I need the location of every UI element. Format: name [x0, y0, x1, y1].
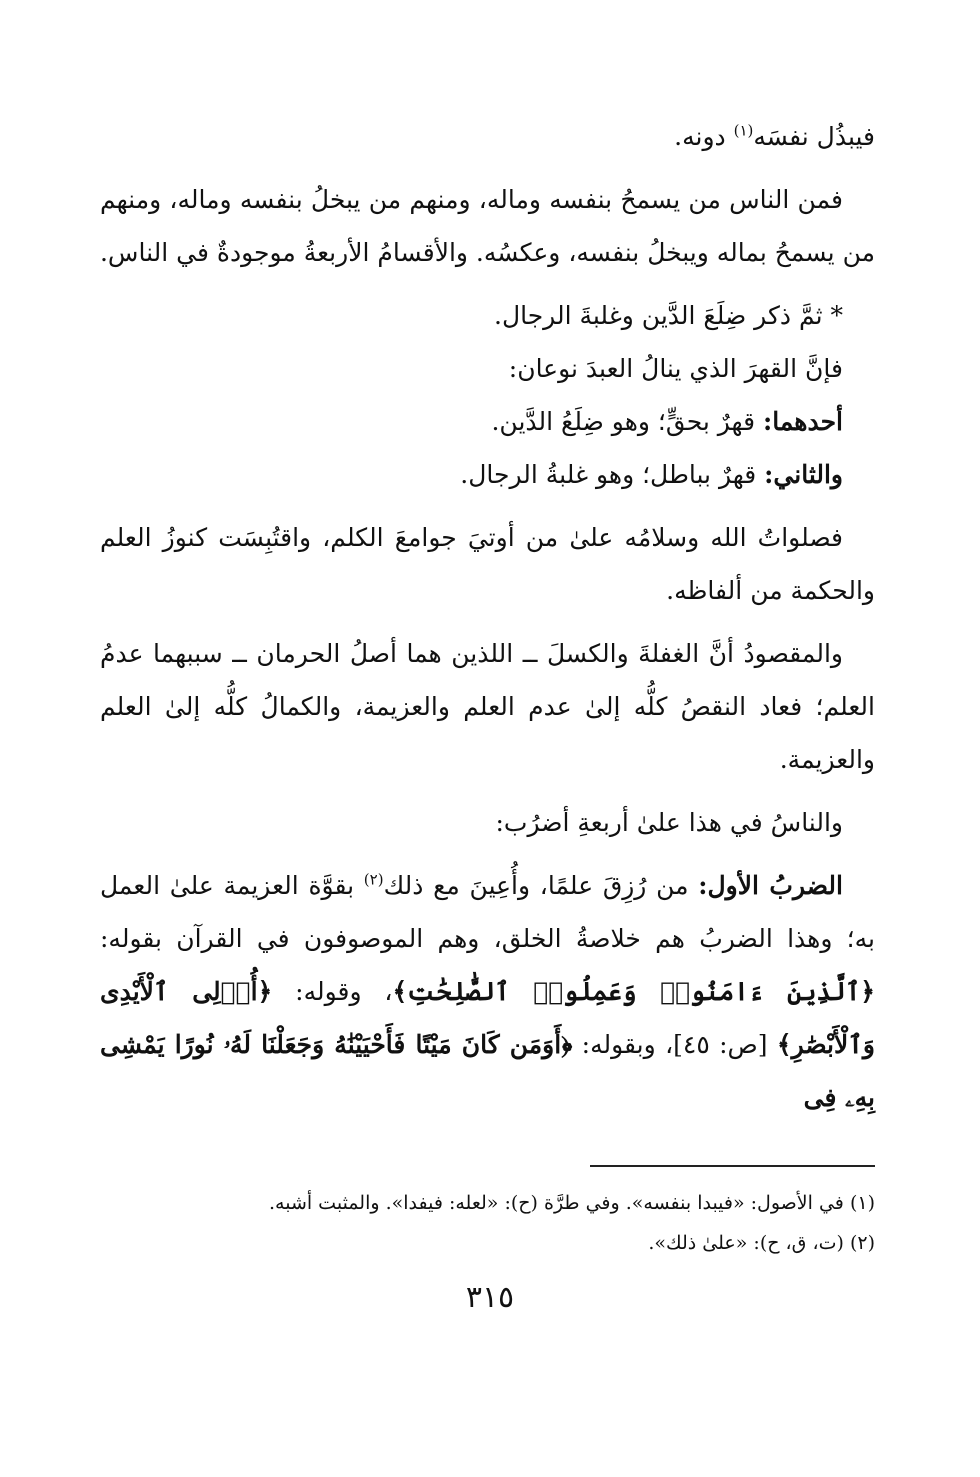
paragraph-5 — [100, 448, 875, 501]
paragraph-7: والمقصودُ أنَّ الغفلةَ والكسلَ ــ اللذين هما أصلُ الحرمان ــ سببهما عدمُ العلم؛ فعاد النقصُ كلُّه إلىٰ عدم العلم والعزيمة، والكمالُ كلُّه إلىٰ العلم والعزيمة. — [100, 639, 875, 774]
quran-verse-2: ﴿أُو۟لِى ٱلْأَيْدِى وَٱلْأَبْصَٰرِ﴾ — [100, 977, 875, 1059]
quran-verse-1: ﴿ٱلَّذِينَ ءَامَنُوا۟ وَعَمِلُوا۟ ٱلصَّٰلِحَٰتِ﴾ — [392, 977, 876, 1006]
paragraph-3: فإنَّ القهرَ الذي ينالُ العبدَ نوعان: — [508, 354, 843, 383]
p5-text: قهرٌ بباطل؛ وهو غلبةُ الرجال. — [460, 460, 765, 489]
footnote-divider — [590, 1165, 875, 1167]
p4-text: قهرٌ بحقٍّ؛ وهو ضِلَعُ الدَّين. — [491, 407, 763, 436]
footnote-ref-1[interactable]: (١) — [733, 121, 754, 140]
paragraph-8: والناسُ في هذا علىٰ أربعةِ أضرُب: — [495, 808, 843, 837]
paragraph-6: فصلواتُ الله وسلامُه علىٰ من أوتيَ جوامعَ الكلم، واقتُبِسَت كنوزُ العلم والحكمة من ألفاظه. — [100, 523, 875, 605]
p0-after: دونه. — [674, 122, 734, 151]
footnotes — [100, 1183, 875, 1263]
p9-t2: بقوَّة العزيمة علىٰ العمل به؛ وهذا الضربُ هم خلاصةُ الخلق، وهم الموصوفون في القرآن بقوله: — [100, 871, 875, 953]
page-number: ٣١٥ — [465, 1280, 515, 1315]
p4-lead: أحدهما: — [762, 407, 843, 436]
footnote-1-num: (١) — [849, 1192, 875, 1214]
p9-t4: [ص: ٤٥]، وبقوله: — [572, 1030, 777, 1059]
p0-text: فيبذُل نفسَه — [753, 122, 875, 151]
footnote-2-num: (٢) — [849, 1232, 875, 1254]
paragraph-1: فمن الناس من يسمحُ بنفسه وماله، ومنهم من يبخلُ بنفسه وماله، ومنهم من يسمحُ بماله ويبخلُ بنفسه، وعكسُه. والأقسامُ الأربعةُ موجودةٌ في الناس. — [99, 185, 875, 267]
footnote-2-text: (ت، ق، ح): «علىٰ ذلك». — [648, 1232, 844, 1254]
p9-t1: من رُزِقَ علمًا، وأُعِينَ مع ذلك — [383, 871, 699, 900]
p9-lead: الضربُ الأول: — [698, 871, 843, 900]
main-text — [100, 110, 875, 1134]
paragraph-4 — [100, 395, 875, 448]
paragraph-9 — [100, 859, 875, 1124]
paragraph-0 — [100, 110, 875, 163]
paragraph-2: * ثمَّ ذكر ضِلَعَ الدَّين وغلبةَ الرجال. — [494, 301, 843, 330]
p9-t3: ، وقوله: — [272, 977, 393, 1006]
footnote-1-text: في الأصول: «فيبدا بنفسه». وفي طرَّة (ح): «لعله: فيفدا». والمثبت أشبه. — [268, 1192, 844, 1214]
quran-verse-3: ﴿أَوَمَن كَانَ مَيْتًا فَأَحْيَيْنَٰهُ وَجَعَلْنَا لَهُۥ نُورًا يَمْشِى بِهِۦ فِى — [100, 1030, 875, 1112]
p5-lead: والثاني: — [764, 460, 843, 489]
footnote-2 — [100, 1223, 875, 1263]
footnote-1 — [100, 1183, 875, 1223]
footnote-ref-2[interactable]: (٢) — [363, 870, 384, 889]
